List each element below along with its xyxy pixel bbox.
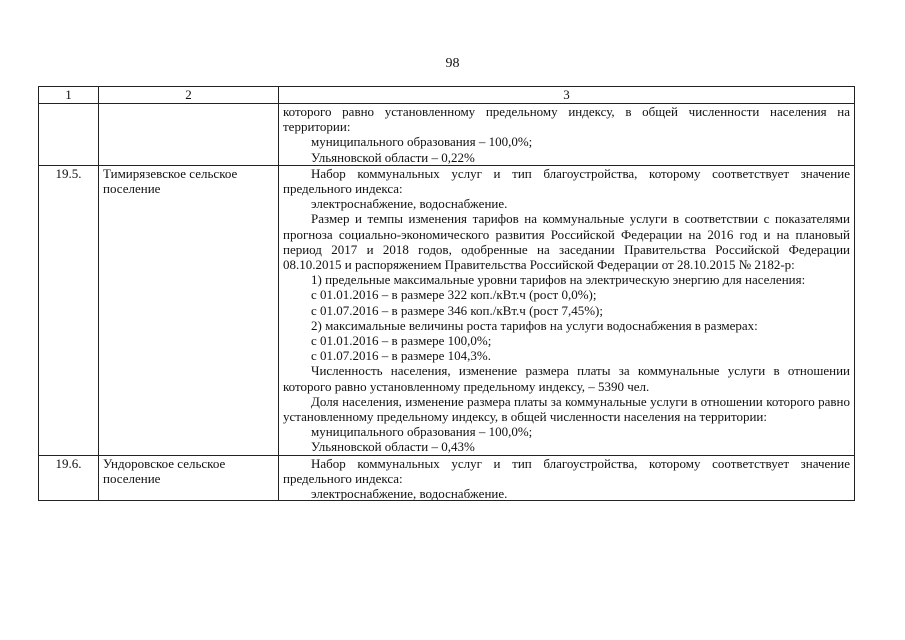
- row-name: Ундоровское сельское поселение: [99, 455, 279, 500]
- row-number-empty: [39, 104, 99, 166]
- header-col-2: 2: [99, 87, 279, 104]
- row-name-empty: [99, 104, 279, 166]
- text-line: электроснабжение, водоснабжение.: [311, 486, 508, 501]
- text-line: муниципального образования – 100,0%;: [311, 424, 533, 440]
- text-line: Ульяновской области – 0,22%: [311, 149, 475, 165]
- text-line: с 01.07.2016 – в размере 104,3%.: [311, 348, 491, 364]
- row-text: [279, 165, 855, 455]
- tariff-table: [38, 86, 855, 501]
- text-line: с 01.01.2016 – в размере 100,0%;: [311, 333, 492, 349]
- text-line: Численность населения, изменение размера платы за коммунальные услуги в отношении которого равно установленному предельному индексу, – 5390 чел.: [283, 363, 850, 394]
- row-number: 19.5.: [39, 165, 99, 455]
- row-text: [279, 455, 855, 500]
- text-line: Доля населения, изменение размера платы за коммунальные услуги в отношении которого равно установленному предельному индексу, в общей численности населения на территории:: [283, 393, 850, 425]
- table-row-continued: [39, 104, 855, 166]
- table-row-19-6: [39, 455, 855, 500]
- text-line: Ульяновской области – 0,43%: [311, 439, 475, 455]
- text-line: электроснабжение, водоснабжение.: [311, 196, 508, 212]
- text-line: муниципального образования – 100,0%;: [311, 134, 533, 150]
- page-number: 98: [445, 56, 460, 71]
- text-line: с 01.01.2016 – в размере 322 коп./кВт.ч (рост 0,0%);: [311, 287, 597, 303]
- text-line: которого равно установленному предельному индексу, в общей численности населения на территории:: [283, 104, 850, 135]
- text-line: Размер и темпы изменения тарифов на коммунальные услуги в соответствии с показателями прогноза социально-экономического развития Российской Федерации на 2016 год и на плановый период 2017 и 2018 годов, одобренные на заседании Правительства Российской Федерации 08.10.2015 и распоряжением Правительства Российской Федерации от 28.10.2015 № 2182-р:: [283, 211, 850, 273]
- header-col-1: 1: [39, 87, 99, 104]
- text-line: Набор коммунальных услуг и тип благоустройства, которому соответствует значение предельного индекса:: [283, 165, 850, 197]
- header-col-3: 3: [279, 87, 855, 104]
- row-number: 19.6.: [39, 455, 99, 500]
- table-header-row: [39, 87, 855, 104]
- row-name: Тимирязевское сельское поселение: [99, 165, 279, 455]
- row-text-continued: [279, 104, 855, 166]
- text-line: с 01.07.2016 – в размере 346 коп./кВт.ч (рост 7,45%);: [311, 302, 603, 318]
- text-line: Набор коммунальных услуг и тип благоустройства, которому соответствует значение предельного индекса:: [283, 455, 850, 486]
- text-line: 2) максимальные величины роста тарифов на услуги водоснабжения в размерах:: [311, 317, 758, 333]
- table-row-19-5: [39, 165, 855, 455]
- text-line: 1) предельные максимальные уровни тарифов на электрическую энергию для населения:: [311, 272, 806, 288]
